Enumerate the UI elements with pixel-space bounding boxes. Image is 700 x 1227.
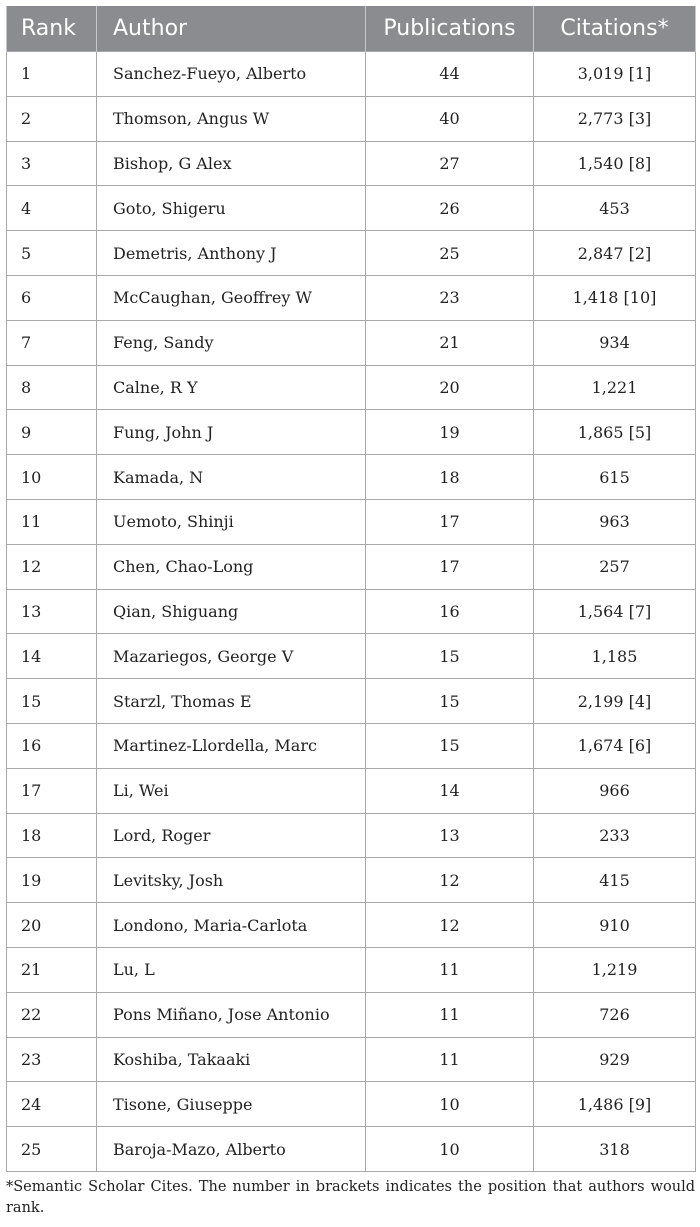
author-cell: Qian, Shiguang <box>97 589 366 634</box>
publications-cell: 16 <box>366 589 534 634</box>
author-cell: Pons Miñano, Jose Antonio <box>97 992 366 1037</box>
publications-cell: 20 <box>366 365 534 410</box>
rank-cell: 6 <box>7 275 97 320</box>
header-rank: Rank <box>7 6 97 52</box>
rank-cell: 17 <box>7 768 97 813</box>
publications-cell: 44 <box>366 52 534 97</box>
citations-cell: 910 <box>534 903 696 948</box>
table-row <box>7 589 696 634</box>
author-cell: Goto, Shigeru <box>97 186 366 231</box>
publications-cell: 10 <box>366 1082 534 1127</box>
publications-cell: 40 <box>366 96 534 141</box>
rank-cell: 9 <box>7 410 97 455</box>
header-author: Author <box>97 6 366 52</box>
publications-cell: 15 <box>366 634 534 679</box>
author-cell: Calne, R Y <box>97 365 366 410</box>
rank-cell: 5 <box>7 231 97 276</box>
publications-cell: 11 <box>366 992 534 1037</box>
publications-cell: 11 <box>366 1037 534 1082</box>
table-row <box>7 992 696 1037</box>
publications-cell: 12 <box>366 858 534 903</box>
authors-table <box>6 6 696 1172</box>
citations-cell: 2,199 [4] <box>534 679 696 724</box>
table-row <box>7 679 696 724</box>
rank-cell: 2 <box>7 96 97 141</box>
author-cell: Feng, Sandy <box>97 320 366 365</box>
publications-cell: 17 <box>366 499 534 544</box>
table-row <box>7 410 696 455</box>
table-row <box>7 52 696 97</box>
rank-cell: 13 <box>7 589 97 634</box>
rank-cell: 12 <box>7 544 97 589</box>
table-row <box>7 141 696 186</box>
rank-cell: 18 <box>7 813 97 858</box>
publications-cell: 14 <box>366 768 534 813</box>
publications-cell: 15 <box>366 723 534 768</box>
author-cell: Londono, Maria-Carlota <box>97 903 366 948</box>
table-row <box>7 96 696 141</box>
rank-cell: 3 <box>7 141 97 186</box>
publications-cell: 15 <box>366 679 534 724</box>
author-cell: McCaughan, Geoffrey W <box>97 275 366 320</box>
author-cell: Koshiba, Takaaki <box>97 1037 366 1082</box>
rank-cell: 8 <box>7 365 97 410</box>
table-row <box>7 947 696 992</box>
publications-cell: 27 <box>366 141 534 186</box>
table-row <box>7 723 696 768</box>
author-cell: Martinez-Llordella, Marc <box>97 723 366 768</box>
rank-cell: 15 <box>7 679 97 724</box>
citations-cell: 929 <box>534 1037 696 1082</box>
table-row <box>7 858 696 903</box>
table-row <box>7 903 696 948</box>
author-cell: Kamada, N <box>97 455 366 500</box>
citations-cell: 726 <box>534 992 696 1037</box>
header-citations: Citations* <box>534 6 696 52</box>
rank-cell: 24 <box>7 1082 97 1127</box>
publications-cell: 11 <box>366 947 534 992</box>
publications-cell: 10 <box>366 1127 534 1172</box>
rank-cell: 14 <box>7 634 97 679</box>
author-cell: Sanchez-Fueyo, Alberto <box>97 52 366 97</box>
publications-cell: 19 <box>366 410 534 455</box>
citations-cell: 453 <box>534 186 696 231</box>
citations-cell: 1,221 <box>534 365 696 410</box>
table-row <box>7 320 696 365</box>
rank-cell: 22 <box>7 992 97 1037</box>
table-body <box>7 52 696 1172</box>
citations-cell: 1,185 <box>534 634 696 679</box>
citations-cell: 2,847 [2] <box>534 231 696 276</box>
table-row <box>7 455 696 500</box>
author-cell: Lord, Roger <box>97 813 366 858</box>
author-cell: Tisone, Giuseppe <box>97 1082 366 1127</box>
table-row <box>7 231 696 276</box>
table-header <box>7 6 696 52</box>
table-row <box>7 813 696 858</box>
citations-cell: 1,486 [9] <box>534 1082 696 1127</box>
header-publications: Publications <box>366 6 534 52</box>
citations-cell: 1,865 [5] <box>534 410 696 455</box>
rank-cell: 21 <box>7 947 97 992</box>
table-row <box>7 499 696 544</box>
table-row <box>7 186 696 231</box>
rank-cell: 23 <box>7 1037 97 1082</box>
author-cell: Li, Wei <box>97 768 366 813</box>
citations-cell: 615 <box>534 455 696 500</box>
author-cell: Demetris, Anthony J <box>97 231 366 276</box>
author-cell: Starzl, Thomas E <box>97 679 366 724</box>
publications-cell: 17 <box>366 544 534 589</box>
table-row <box>7 1127 696 1172</box>
table-row <box>7 634 696 679</box>
header-row <box>7 6 696 52</box>
rank-cell: 20 <box>7 903 97 948</box>
publications-cell: 25 <box>366 231 534 276</box>
table-row <box>7 544 696 589</box>
table-footnote: *Semantic Scholar Cites. The number in brackets indicates the position that authors would rank. <box>6 1179 695 1216</box>
citations-cell: 415 <box>534 858 696 903</box>
publications-cell: 18 <box>366 455 534 500</box>
author-cell: Uemoto, Shinji <box>97 499 366 544</box>
rank-cell: 19 <box>7 858 97 903</box>
table-row <box>7 768 696 813</box>
citations-cell: 233 <box>534 813 696 858</box>
table-row <box>7 1082 696 1127</box>
citations-cell: 966 <box>534 768 696 813</box>
citations-cell: 1,674 [6] <box>534 723 696 768</box>
citations-cell: 318 <box>534 1127 696 1172</box>
author-cell: Chen, Chao-Long <box>97 544 366 589</box>
author-cell: Baroja-Mazo, Alberto <box>97 1127 366 1172</box>
citations-cell: 934 <box>534 320 696 365</box>
table-row <box>7 1037 696 1082</box>
citations-cell: 1,540 [8] <box>534 141 696 186</box>
author-cell: Levitsky, Josh <box>97 858 366 903</box>
citations-cell: 963 <box>534 499 696 544</box>
author-cell: Bishop, G Alex <box>97 141 366 186</box>
rank-cell: 4 <box>7 186 97 231</box>
citations-cell: 1,219 <box>534 947 696 992</box>
table-row <box>7 275 696 320</box>
citations-cell: 1,418 [10] <box>534 275 696 320</box>
author-cell: Fung, John J <box>97 410 366 455</box>
rank-cell: 16 <box>7 723 97 768</box>
publications-cell: 12 <box>366 903 534 948</box>
citations-cell: 2,773 [3] <box>534 96 696 141</box>
publications-cell: 21 <box>366 320 534 365</box>
author-cell: Mazariegos, George V <box>97 634 366 679</box>
rank-cell: 11 <box>7 499 97 544</box>
citations-cell: 257 <box>534 544 696 589</box>
publications-cell: 26 <box>366 186 534 231</box>
publications-cell: 13 <box>366 813 534 858</box>
rank-cell: 7 <box>7 320 97 365</box>
citations-cell: 1,564 [7] <box>534 589 696 634</box>
table-row <box>7 365 696 410</box>
rank-cell: 1 <box>7 52 97 97</box>
rank-cell: 25 <box>7 1127 97 1172</box>
rank-cell: 10 <box>7 455 97 500</box>
citations-cell: 3,019 [1] <box>534 52 696 97</box>
author-cell: Thomson, Angus W <box>97 96 366 141</box>
publications-cell: 23 <box>366 275 534 320</box>
author-cell: Lu, L <box>97 947 366 992</box>
